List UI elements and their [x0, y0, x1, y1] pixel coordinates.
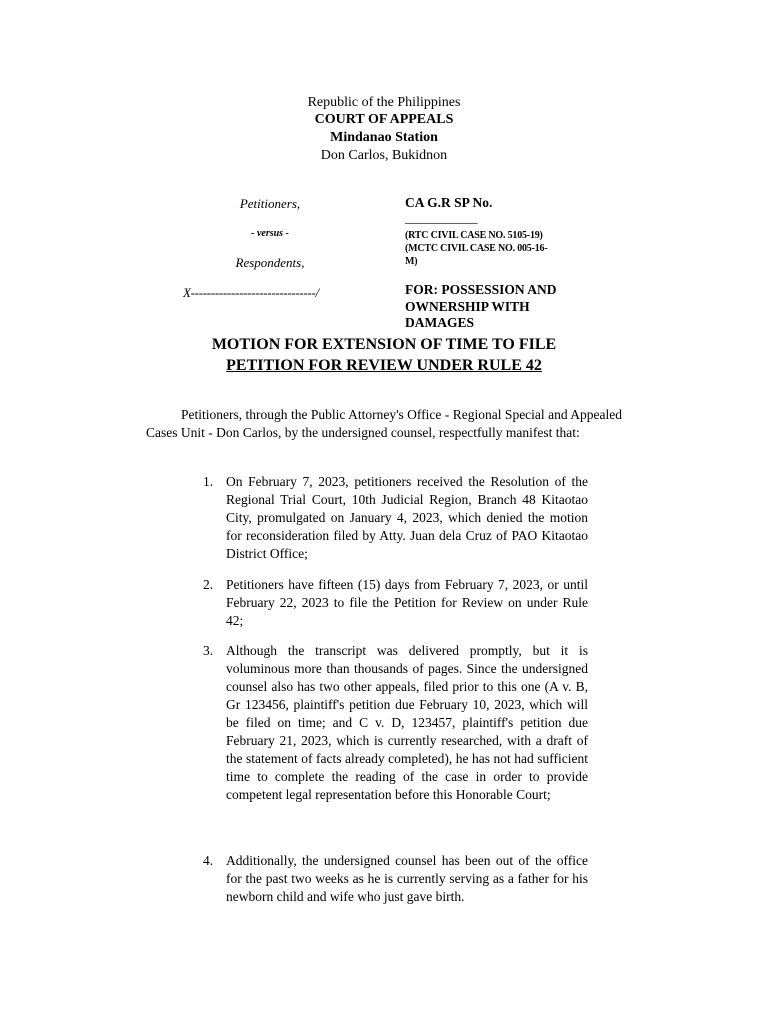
caption-separator: X-------------------------------/ [183, 285, 319, 300]
case-nature [405, 282, 557, 332]
list-item-number: 4. [203, 853, 214, 868]
case-nature-line: OWNERSHIP WITH [405, 298, 530, 314]
case-nature-line: FOR: POSSESSION AND [405, 282, 557, 297]
list-item-number: 3. [203, 643, 214, 658]
list-item: On February 7, 2023, petitioners received the Resolution of the Regional Trial Court, 10th Judicial Region, Branch 48 Kitaotao City, promulgated on January 4, 2023, which denied the motion for reconsideration filed by Atty. Juan dela Cruz of PAO Kitaotao District Office; [226, 474, 588, 561]
republic-line: Republic of the Philippines [307, 95, 461, 110]
case-number-blank: ____________ [405, 210, 477, 225]
list-item-number: 2. [203, 577, 214, 592]
respondents-label: Respondents, [235, 255, 305, 270]
petitioners-label: Petitioners, [239, 196, 301, 211]
station-name: Mindanao Station [330, 130, 438, 145]
document-title-line2-wrap [0, 355, 768, 376]
court-name: COURT OF APPEALS [314, 112, 454, 127]
court-location: Don Carlos, Bukidnon [320, 148, 448, 163]
rtc-case-number: (RTC CIVIL CASE NO. 5105-19) [405, 230, 543, 241]
intro-paragraph: Petitioners, through the Public Attorney's Office - Regional Special and Appealed Cases Unit - Don Carlos, by the undersigned counsel, respectfully manifest that: [146, 407, 622, 440]
list-item-number: 1. [203, 474, 214, 489]
document-title: MOTION FOR EXTENSION OF TIME TO FILE [211, 336, 557, 353]
list-item: Although the transcript was delivered promptly, but it is voluminous more than thousands of pages. Since the undersigned counsel also has two other appeals, filed prior to this one (A v. B, Gr 123456, plaintiff's petition due February 10, 2023, which will be filed on time; and C v. D, 123457, plaintiff's petition due February 21, 2023, which is currently researched, with a draft of the statement of facts already completed), he has not had sufficient time to complete the reading of the case in order to provide competent legal representation before this Honorable Court; [226, 643, 588, 802]
mctc-case-number-cont: M) [405, 256, 418, 267]
list-item: Petitioners have fifteen (15) days from February 7, 2023, or until February 22, 2023 to file the Petition for Review on under Rule 42; [226, 577, 588, 628]
versus-label: - versus - [251, 228, 289, 239]
document-title-line2: PETITION FOR REVIEW UNDER RULE 42 [226, 357, 542, 374]
mctc-case-number: (MCTC CIVIL CASE NO. 005-16- [405, 243, 548, 254]
list-item: Additionally, the undersigned counsel has been out of the office for the past two weeks as he is currently serving as a father for his newborn child and wife who just gave birth. [226, 853, 588, 904]
case-number-label: CA G.R SP No. [405, 195, 493, 210]
case-nature-line: DAMAGES [405, 315, 475, 330]
